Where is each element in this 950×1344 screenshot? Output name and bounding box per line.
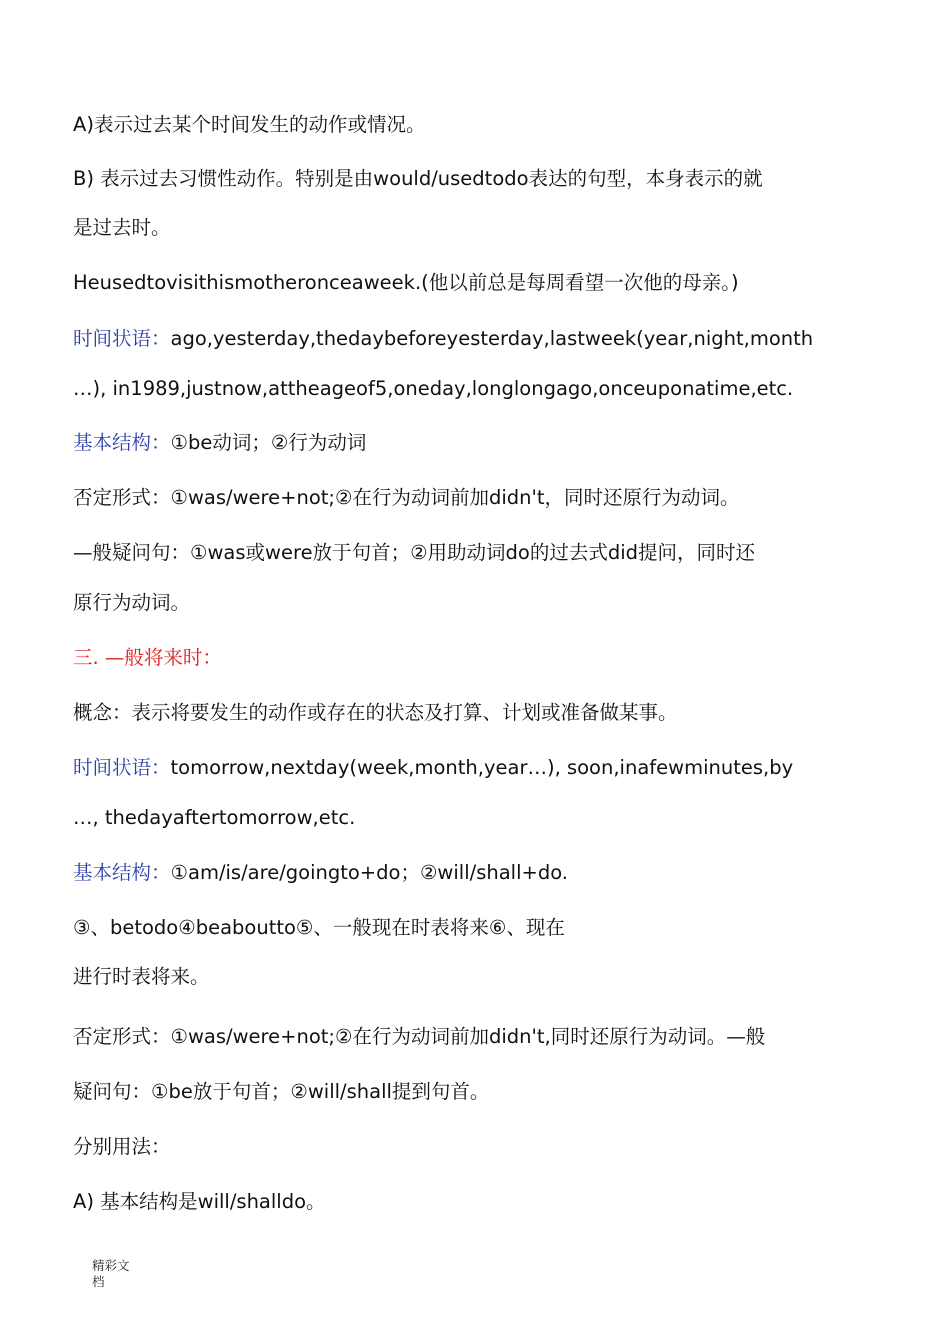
question-form-line-1: —般疑问句：①was或were放于句首；②用助动词do的过去式did提问，同时还	[73, 541, 756, 564]
time-adverbial-label: 时间状语：	[73, 327, 171, 350]
usage-heading: 分别用法：	[73, 1135, 171, 1158]
future-structure-list-line-2: 进行时表将来。	[73, 965, 210, 988]
question-form-line-2: 原行为动词。	[73, 591, 191, 614]
usage-item-a: A) 基本结构是will/shalldo。	[73, 1190, 326, 1213]
concept-line: 概念：表示将要发生的动作或存在的状态及打算、计划或准备做某事。	[73, 701, 678, 724]
text-line-2: B) 表示过去习惯性动作。特别是由would/usedtodo表达的句型，本身表示的就	[73, 167, 763, 190]
negative-form-line: 否定形式：①was/were+not;②在行为动词前加didn't，同时还原行为动词。	[73, 486, 740, 509]
future-time-adverbial-text: tomorrow,nextday(week,month,year…), soon,inafewminutes,by	[170, 756, 794, 779]
future-time-adverbial-line-1	[73, 755, 793, 781]
future-basic-structure-label: 基本结构：	[73, 861, 171, 884]
future-basic-structure-line	[73, 860, 568, 886]
text-line-3: 是过去时。	[73, 216, 171, 239]
section-heading-future-tense: 三. —般将来时：	[73, 646, 222, 669]
time-adverbial-line-1	[73, 326, 813, 352]
future-time-adverbial-line-2: …, thedayaftertomorrow,etc.	[73, 806, 356, 829]
future-question-form-line: 疑问句：①be放于句首；②will/shall提到句首。	[73, 1080, 490, 1103]
basic-structure-label: 基本结构：	[73, 431, 171, 454]
text-line-1: A)表示过去某个时间发生的动作或情况。	[73, 113, 426, 136]
future-structure-list-line-1: ③、betodo④beaboutto⑤、一般现在时表将来⑥、现在	[73, 916, 565, 939]
page-footer: 精彩文档	[92, 1258, 130, 1289]
basic-structure-line	[73, 430, 366, 456]
example-sentence: Heusedtovisithismotheronceaweek.(他以前总是每周看望一次他的母亲。)	[73, 271, 739, 294]
time-adverbial-text: ago,yesterday,thedaybeforeyesterday,lastweek(year,night,month	[170, 327, 814, 350]
future-negative-form-line: 否定形式：①was/were+not;②在行为动词前加didn't,同时还原行为动词。—般	[73, 1025, 766, 1048]
future-time-adverbial-label: 时间状语：	[73, 756, 171, 779]
time-adverbial-line-2: …), in1989,justnow,attheageof5,oneday,longlongago,onceuponatime,etc.	[73, 377, 794, 400]
future-basic-structure-text: ①am/is/are/goingto+do；②will/shall+do.	[170, 861, 569, 884]
basic-structure-text: ①be动词；②行为动词	[170, 431, 367, 454]
